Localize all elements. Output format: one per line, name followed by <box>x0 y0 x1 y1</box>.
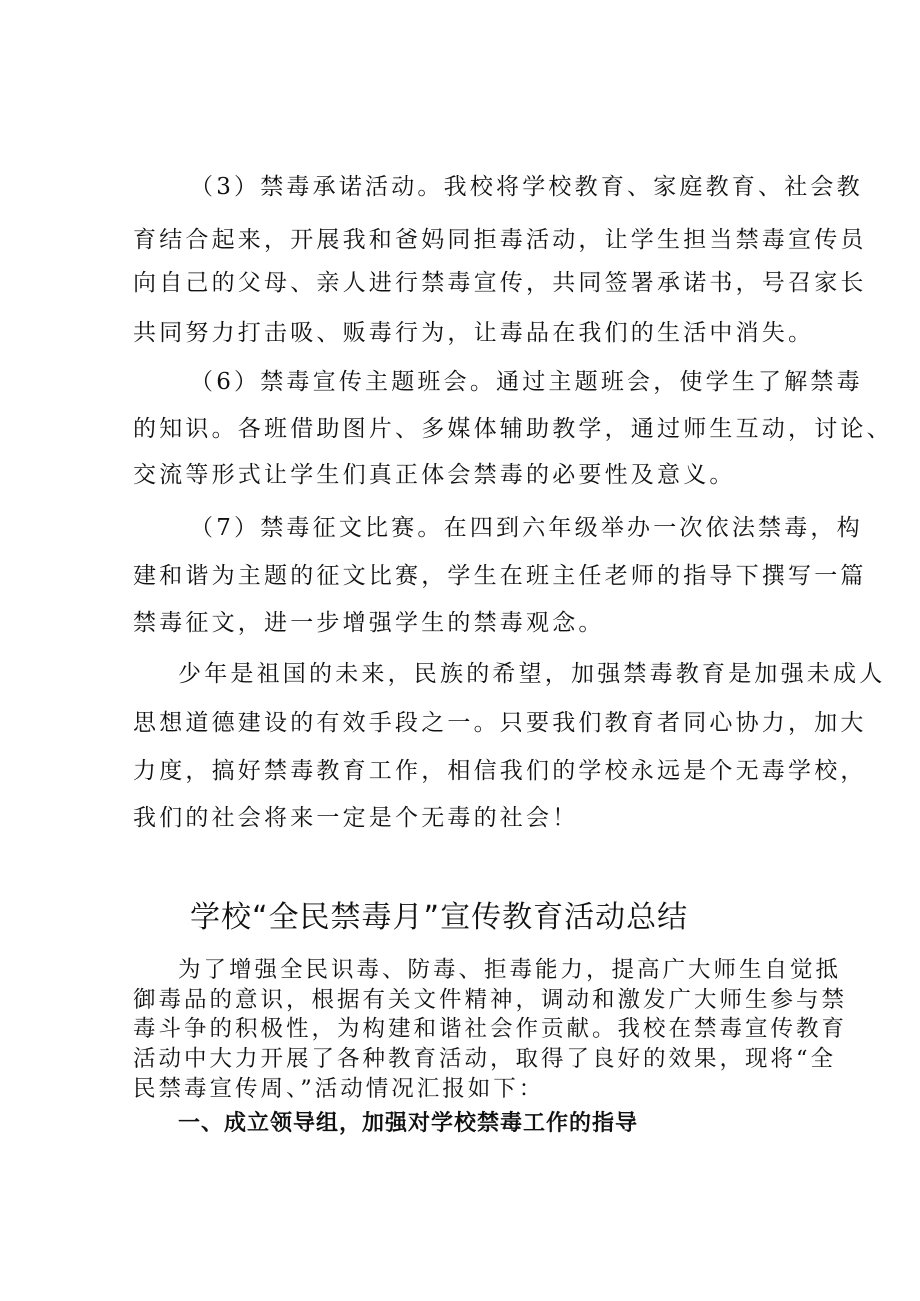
summary-intro-line-3: 毒斗争的积极性，为构建和谐社会作贡献。我校在禁毒宣传教育 <box>133 1016 848 1042</box>
conclusion-line-2: 思想道德建设的有效手段之一。只要我们教育者同心协力，加大 <box>133 710 867 736</box>
paragraph-3-line-2: 育结合起来，开展我和爸妈同拒毒活动，让学生担当禁毒宣传员 <box>133 227 867 253</box>
conclusion-line-4: 我们的社会将来一定是个无毒的社会！ <box>133 805 579 831</box>
conclusion-line-3: 力度，搞好禁毒教育工作，相信我们的学校永远是个无毒学校， <box>133 758 867 784</box>
summary-intro-line-2: 御毒品的意识，根据有关文件精神，调动和激发广大师生参与禁 <box>133 987 848 1013</box>
paragraph-3-line-4: 共同努力打击吸、贩毒行为，让毒品在我们的生活中消失。 <box>133 320 815 346</box>
summary-title: 学校“全民禁毒月”宣传教育活动总结 <box>190 900 689 935</box>
paragraph-3-line-3: 向自己的父母、亲人进行禁毒宣传，共同签署承诺书，号召家长 <box>133 270 867 296</box>
paragraph-3-line-1: （3）禁毒承诺活动。我校将学校教育、家庭教育、社会教 <box>190 174 863 200</box>
summary-intro-line-5: 民禁毒宣传周、”活动情况汇报如下： <box>133 1076 545 1102</box>
section-1-heading: 一、成立领导组，加强对学校禁毒工作的指导 <box>178 1111 639 1136</box>
summary-intro-line-1: 为了增强全民识毒、防毒、拒毒能力，提高广大师生自觉抵 <box>178 957 842 983</box>
conclusion-line-1: 少年是祖国的未来，民族的希望，加强禁毒教育是加强未成人 <box>178 661 886 687</box>
paragraph-7-line-3: 禁毒征文，进一步增强学生的禁毒观念。 <box>133 610 605 636</box>
paragraph-6-line-2: 的知识。各班借助图片、多媒体辅助教学，通过师生互动，讨论、 <box>133 416 893 442</box>
paragraph-7-line-1: （7）禁毒征文比赛。在四到六年级举办一次依法禁毒，构 <box>190 515 863 541</box>
paragraph-7-line-2: 建和谐为主题的征文比赛，学生在班主任老师的指导下撰写一篇 <box>133 563 867 589</box>
paragraph-6-line-3: 交流等形式让学生们真正体会禁毒的必要性及意义。 <box>133 462 736 488</box>
summary-intro-line-4: 活动中大力开展了各种教育活动，取得了良好的效果，现将“全 <box>133 1046 837 1072</box>
paragraph-6-line-1: （6）禁毒宣传主题班会。通过主题班会，使学生了解禁毒 <box>190 369 863 395</box>
